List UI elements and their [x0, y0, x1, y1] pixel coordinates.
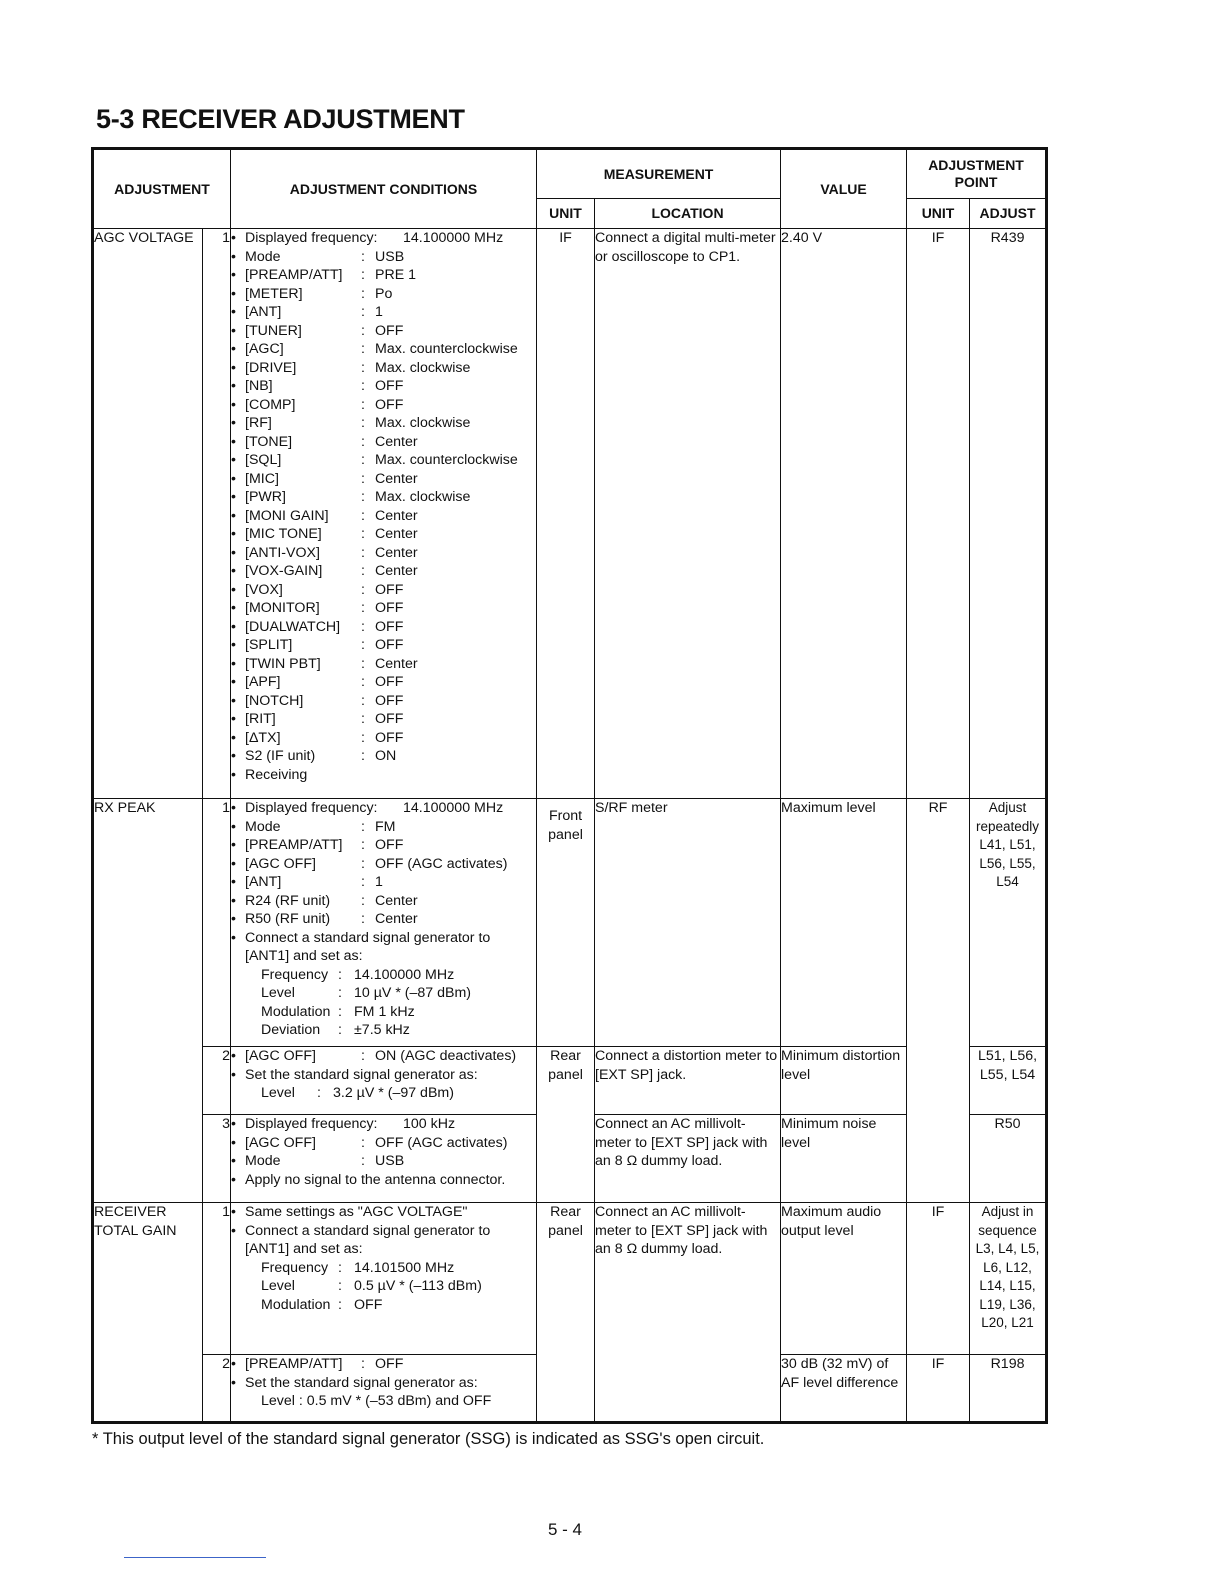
conditions-cell: [231, 1203, 537, 1355]
adjustment-unit: IF: [907, 229, 970, 799]
measurement-location: Connect an AC millivolt-meter to [EXT SP] jack with an 8 Ω dummy load.: [595, 1115, 781, 1203]
ssg-settings: [231, 966, 536, 1040]
adjustment-label: RX PEAK: [93, 799, 203, 1203]
condition-item: • [PWR] : Max. clockwise: [231, 489, 471, 505]
measurement-location: Connect a distortion meter to [EXT SP] jack.: [595, 1047, 781, 1115]
adjustment-point: Adjust repeatedly L41, L51, L56, L55, L54: [970, 799, 1047, 1047]
condition-item: • [AGC OFF] : OFF (AGC activates): [231, 1134, 508, 1151]
condition-item: • [ANT] : 1: [231, 874, 383, 890]
measurement-location: Connect an AC millivolt-meter to [EXT SP] jack with an 8 Ω dummy load.: [595, 1203, 781, 1423]
condition-item: • Apply no signal to the antenna connector.: [231, 1171, 506, 1188]
conditions-cell: [231, 1115, 537, 1203]
header-location: LOCATION: [595, 199, 781, 229]
condition-item: • [MONI GAIN] : Center: [231, 507, 418, 524]
condition-item: • [SPLIT] : OFF: [231, 637, 404, 653]
measurement-location: Connect a digital multi-meter or oscilloscope to CP1.: [595, 229, 781, 799]
adjustment-point: R50: [970, 1115, 1047, 1203]
value: 2.40 V: [781, 229, 907, 799]
condition-item: • Set the standard signal generator as:: [231, 1374, 478, 1391]
adjustment-point: R439: [970, 229, 1047, 799]
value: Minimum noise level: [781, 1115, 907, 1203]
condition-item: • [RF] : Max. clockwise: [231, 415, 471, 431]
condition-item: • [COMP] : OFF: [231, 396, 404, 413]
step-number: 3: [203, 1115, 231, 1203]
adjustment-unit: IF: [907, 1355, 970, 1423]
measurement-unit: Rear panel: [537, 1047, 595, 1203]
condition-item: • [PREAMP/ATT] : OFF: [231, 1356, 404, 1372]
adjustment-point: L51, L56, L55, L54: [970, 1047, 1047, 1115]
condition-item: • Mode : USB: [231, 248, 405, 265]
footnote: * This output level of the standard signal generator (SSG) is indicated as SSG's open circuit.: [92, 1430, 765, 1448]
condition-item: • Displayed frequency: 100 kHz: [231, 1116, 456, 1132]
condition-list: [231, 248, 536, 766]
condition-item: • [TUNER] : OFF: [231, 322, 404, 339]
row-agc-voltage: [93, 229, 1047, 799]
header-measurement: MEASUREMENT: [537, 149, 781, 199]
header-value: VALUE: [781, 149, 907, 229]
condition-item: [ANT1] and set as:: [245, 948, 363, 964]
condition-item: • [RIT] : OFF: [231, 711, 404, 727]
ssg-level: Level : 3.2 µV * (–97 dBm): [261, 1085, 454, 1101]
condition-item: • [ANTI-VOX] : Center: [231, 544, 418, 561]
condition-list: [231, 1134, 536, 1171]
header-adjust: ADJUST: [970, 199, 1047, 229]
divider-line: [124, 1557, 266, 1558]
condition-item: • [NOTCH] : OFF: [231, 692, 404, 709]
condition-item: • [DUALWATCH] : OFF: [231, 618, 404, 635]
condition-item: • [AGC OFF] : OFF (AGC activates): [231, 855, 508, 872]
page-number: 5 - 4: [548, 1520, 583, 1539]
condition-item: • [AGC] : Max. counterclockwise: [231, 341, 518, 357]
condition-item: • [VOX] : OFF: [231, 581, 404, 598]
row-rx-peak-1: [93, 799, 1047, 1047]
condition-item: • [ANT] : 1: [231, 304, 383, 320]
header-unit: UNIT: [537, 199, 595, 229]
condition-item: • [DRIVE] : Max. clockwise: [231, 359, 471, 376]
ssg-setting: Level : 0.5 µV * (–113 dBm): [261, 1278, 482, 1294]
ssg-setting: Modulation : OFF: [261, 1296, 383, 1313]
adjustment-point: Adjust in sequence L3, L4, L5, L6, L12, L14, L15, L19, L36, L20, L21: [970, 1203, 1047, 1355]
header-conditions: ADJUSTMENT CONDITIONS: [231, 149, 537, 229]
conditions-cell: [231, 229, 537, 799]
header-adjustment-point: ADJUSTMENT POINT: [907, 149, 1047, 199]
measurement-unit: Rear panel: [537, 1203, 595, 1423]
step-number: 1: [203, 799, 231, 1047]
ssg-setting: Frequency : 14.101500 MHz: [261, 1259, 455, 1276]
condition-list: [231, 818, 536, 929]
step-number: 2: [203, 1355, 231, 1423]
row-receiver-total-gain-1: [93, 1203, 1047, 1355]
condition-item: • [MIC TONE] : Center: [231, 526, 418, 542]
condition-item: • [APF] : OFF: [231, 674, 404, 690]
step-number: 1: [203, 229, 231, 799]
condition-item: • [NB] : OFF: [231, 378, 404, 394]
conditions-cell: [231, 799, 537, 1047]
condition-item: • [MONITOR] : OFF: [231, 600, 404, 616]
adjustment-label: AGC VOLTAGE: [93, 229, 203, 799]
condition-item: • [PREAMP/ATT] : OFF: [231, 837, 404, 853]
condition-item: • Mode : USB: [231, 1153, 405, 1169]
measurement-location: S/RF meter: [595, 799, 781, 1047]
step-number: 1: [203, 1203, 231, 1355]
condition-item: • Displayed frequency: 14.100000 MHz: [231, 800, 504, 816]
ssg-settings: [231, 1259, 536, 1315]
condition-item: • [PREAMP/ATT] : PRE 1: [231, 267, 417, 283]
condition-item: • S2 (IF unit) : ON: [231, 748, 397, 764]
condition-item: [ANT1] and set as:: [245, 1241, 363, 1257]
header-adjustment: ADJUSTMENT: [93, 149, 231, 229]
receiver-adjustment-table: [91, 147, 1048, 1424]
condition-item: • Mode : FM: [231, 818, 396, 835]
conditions-cell: [231, 1047, 537, 1115]
ssg-setting: Level : 10 µV * (–87 dBm): [261, 985, 472, 1001]
condition-item: • Set the standard signal generator as:: [231, 1066, 478, 1083]
value: 30 dB (32 mV) of AF level difference: [781, 1355, 907, 1423]
adjustment-label: RECEIVER TOTAL GAIN: [93, 1203, 203, 1423]
row-rx-peak-2: [93, 1047, 1047, 1115]
condition-item: • [VOX-GAIN] : Center: [231, 563, 418, 579]
conditions-cell: [231, 1355, 537, 1423]
ssg-setting: Deviation : ±7.5 kHz: [261, 1022, 410, 1038]
condition-item: • [TWIN PBT] : Center: [231, 655, 418, 672]
measurement-unit: Front panel: [537, 799, 595, 1047]
value: Minimum distortion level: [781, 1047, 907, 1115]
ssg-level: Level : 0.5 mV * (–53 dBm) and OFF: [261, 1393, 492, 1409]
ssg-setting: Modulation : FM 1 kHz: [261, 1003, 415, 1020]
value: Maximum level: [781, 799, 907, 1047]
value: Maximum audio output level: [781, 1203, 907, 1355]
measurement-unit: IF: [537, 229, 595, 799]
condition-item: • Connect a standard signal generator to: [231, 1222, 491, 1239]
step-number: 2: [203, 1047, 231, 1115]
adjustment-unit: RF: [907, 799, 970, 1203]
condition-item: • [METER] : Po: [231, 285, 393, 302]
ssg-setting: Frequency : 14.100000 MHz: [261, 966, 455, 983]
condition-item: • [SQL] : Max. counterclockwise: [231, 452, 518, 468]
header-adj-unit: UNIT: [907, 199, 970, 229]
condition-item: • Connect a standard signal generator to: [231, 929, 491, 946]
condition-item: • [MIC] : Center: [231, 470, 418, 487]
condition-item: • [AGC OFF] : ON (AGC deactivates): [231, 1048, 517, 1064]
condition-item: • R24 (RF unit) : Center: [231, 892, 418, 909]
section-title: 5-3 RECEIVER ADJUSTMENT: [96, 104, 465, 134]
condition-item: • R50 (RF unit) : Center: [231, 911, 418, 927]
adjustment-unit: IF: [907, 1203, 970, 1355]
condition-item: • Same settings as "AGC VOLTAGE": [231, 1204, 468, 1220]
condition-item: • [TONE] : Center: [231, 433, 418, 450]
condition-item: • Receiving: [231, 766, 308, 783]
condition-item: • Displayed frequency: 14.100000 MHz: [231, 230, 504, 246]
adjustment-point: R198: [970, 1355, 1047, 1423]
condition-item: • [ΔTX] : OFF: [231, 729, 404, 746]
